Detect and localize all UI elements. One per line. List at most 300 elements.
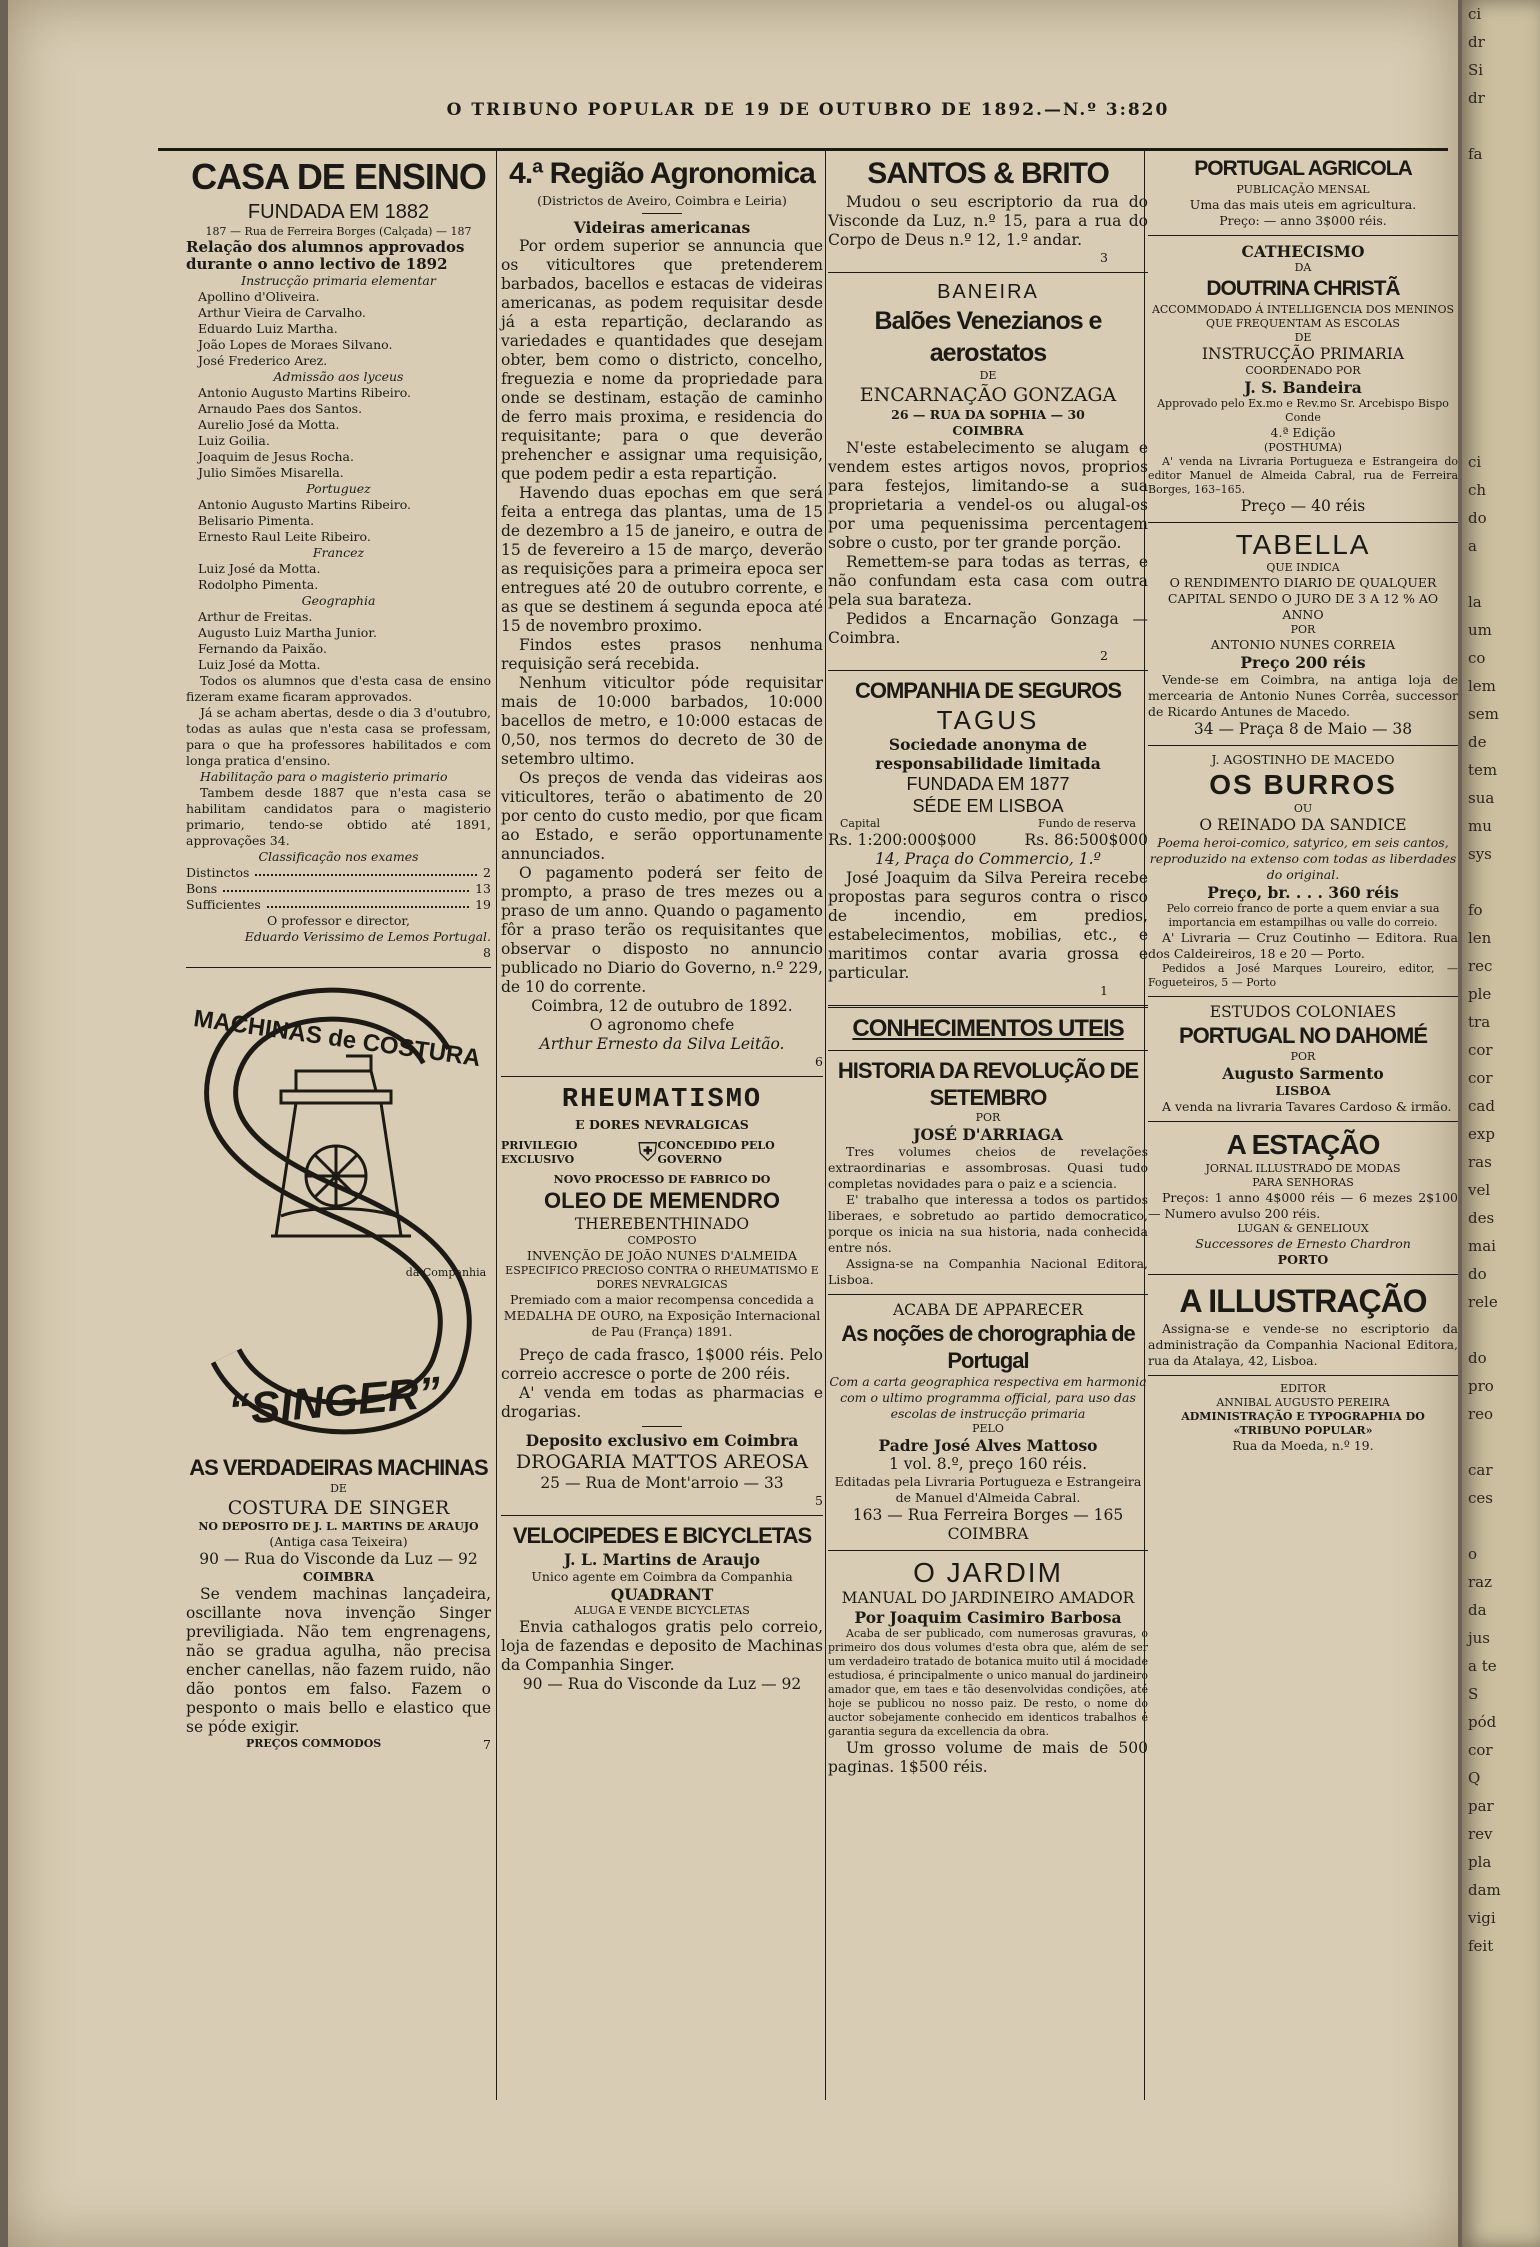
- ad-de: DE: [330, 1482, 347, 1495]
- signer-name: Arthur Ernesto da Silva Leitão.: [539, 1035, 785, 1053]
- ad-succ: Successores de Ernesto Chardron: [1195, 1236, 1411, 1251]
- adjacent-page-fragment: de: [1468, 733, 1487, 751]
- adjacent-page-fragment: par: [1468, 1797, 1494, 1815]
- ad-title: PORTUGAL NO DAHOMÉ: [1178, 1023, 1428, 1048]
- paragraph: Pedidos a Encarnação Gonzaga — Coimbra.: [828, 610, 1148, 647]
- invencao: INVENÇÃO DE JOÃO NUNES D'ALMEIDA: [526, 1248, 798, 1263]
- adjacent-page-fragment: car: [1468, 1461, 1493, 1479]
- ad-address: 90 — Rua do Visconde da Luz — 92: [522, 1675, 802, 1693]
- priv-right: CONCEDIDO PELO GOVERNO: [657, 1139, 775, 1166]
- divider: [501, 1076, 823, 1077]
- adjacent-page-fragment: jus: [1468, 1629, 1491, 1647]
- ad-number: 3: [1100, 250, 1108, 265]
- sub-heading: Habilitação para o magisterio primario: [200, 769, 448, 784]
- ad-title: RHEUMATISMO: [561, 1085, 763, 1115]
- paragraph: Todos os alumnos que d'esta casa de ensino fizeram exame ficaram approvados.: [186, 673, 491, 704]
- paragraph: Pedidos a José Marques Loureiro, editor, — Fogueteiros, 5 — Porto: [1148, 962, 1458, 989]
- paragraph: A' Livraria — Cruz Coutinho — Editora. Rua dos Caldeireiros, 18 e 20 — Porto.: [1148, 930, 1458, 961]
- especifico: ESPECIFICO PRECIOSO CONTRA O RHEUMATISMO E DORES NEVRALGICAS: [505, 1264, 819, 1291]
- ad-pelo: PELO: [972, 1422, 1004, 1435]
- adjacent-page-fragment: [1468, 560, 1540, 588]
- ad-edicao: 4.ª Edição: [1270, 425, 1336, 440]
- ad-title: As noções de chorographia de Portugal: [841, 1321, 1135, 1373]
- ad-preco: Preço, br. . . . 360 réis: [1207, 883, 1399, 902]
- privilege-row: [501, 1139, 823, 1167]
- ad-por: POR: [1290, 623, 1316, 636]
- classification-row: [186, 881, 491, 897]
- list-item: Antonio Augusto Martins Ribeiro.: [198, 385, 411, 400]
- company-name: TAGUS: [936, 705, 1040, 735]
- list-item: Arnaudo Paes dos Santos.: [198, 401, 363, 416]
- paragraph: Assigna-se e vende-se no escriptorio da administração da Companhia Nacional Editora, rua da Atalaya, 42, Lisboa.: [1148, 1321, 1458, 1368]
- date-line: Coimbra, 12 de outubro de 1892.: [531, 997, 793, 1015]
- paragraph: A' venda em todas as pharmacias e drogarias.: [501, 1384, 823, 1421]
- ad-author: Por Joaquim Casimiro Barbosa: [854, 1608, 1122, 1627]
- ad-brand-text: “SINGER”: [226, 1367, 443, 1436]
- list-item: Julio Simões Misarella.: [198, 465, 344, 480]
- column-rule-1: [496, 150, 497, 2100]
- director-name: Eduardo Verissimo de Lemos Portugal.: [244, 929, 491, 944]
- ad-title: HISTORIA DA REVOLUÇÃO DE SETEMBRO: [837, 1058, 1139, 1110]
- divider: [1148, 1375, 1458, 1376]
- ad-dahome: [1148, 1003, 1458, 1115]
- adjacent-page-fragment: a te: [1468, 1657, 1497, 1675]
- adjacent-page-fragment: rev: [1468, 1825, 1493, 1843]
- ad-desc: Com a carta geographica respectiva em harmonia com o ultimo programma official, para uso das escolas de instrucção primaria: [829, 1374, 1147, 1421]
- adjacent-page-fragment: [1468, 308, 1540, 336]
- ad-deposit: NO DEPOSITO DE J. L. MARTINS DE ARAUJO: [198, 1520, 479, 1533]
- list-item: Fernando da Paixão.: [198, 641, 327, 656]
- adjacent-page-fragment: lem: [1468, 677, 1496, 695]
- sub-heading: Classificação nos exames: [258, 849, 419, 864]
- coat-of-arms-icon: ⛨: [638, 1137, 658, 1168]
- adjacent-page-fragment: vel: [1468, 1181, 1491, 1199]
- adjacent-page-fragment: [1468, 280, 1540, 308]
- section-heading: Relação dos alumnos approvados durante o anno lectivo de 1892: [186, 238, 465, 273]
- divider: [828, 1050, 1148, 1051]
- adjacent-page-fragment: S: [1468, 1685, 1479, 1703]
- list-item: Luiz José da Motta.: [198, 657, 321, 672]
- capital-value: Rs. 1:200:000$000: [828, 831, 977, 849]
- ad-vol: 1 vol. 8.º, preço 160 réis.: [889, 1455, 1087, 1473]
- ad-number: 1: [1100, 983, 1108, 998]
- adjacent-page-fragment: ces: [1468, 1489, 1493, 1507]
- adjacent-page-fragment: do: [1468, 509, 1487, 527]
- adjacent-page-fragment: dr: [1468, 33, 1485, 51]
- divider: [828, 1294, 1148, 1295]
- list-item: Belisario Pimenta.: [198, 513, 315, 528]
- list-item: João Lopes de Moraes Silvano.: [198, 337, 393, 352]
- paragraph: A venda na livraria Tavares Cardoso & irmão.: [1162, 1099, 1452, 1114]
- paragraph: Havendo duas epochas em que será feita a entrega das plantas, uma de 15 de dezembro a 15 de janeiro, e outra de 15 de fevereiro a 15 de março, deverão as requisições para a primeira epoca ser entregues até 20 de outubro corrente, e as que se destinem á segunda epoca até 15 de novembro proximo.: [501, 484, 823, 635]
- adjacent-page-fragment: sua: [1468, 789, 1495, 807]
- class-value: 2: [483, 865, 491, 880]
- ad-top: ESTUDOS COLONIAES: [1209, 1003, 1397, 1021]
- ad-rheumatismo: [501, 1083, 823, 1509]
- processo: NOVO PROCESSO DE FABRICO DO: [553, 1173, 771, 1186]
- paragraph: Preço de cada frasco, 1$000 réis. Pelo correio accresce o porte de 200 réis.: [501, 1346, 823, 1383]
- paragraph: Os preços de venda das videiras aos viticultores, terão o abatimento de 20 por cento do custo medio, por que ficam ao Estado, e serão opportunamente annunciados.: [501, 769, 823, 863]
- ad-top: ACABA DE APPARECER: [892, 1301, 1084, 1319]
- adjacent-page-fragment: Si: [1468, 61, 1484, 79]
- list-item: Joaquim de Jesus Rocha.: [198, 449, 354, 464]
- paragraph: A' venda na Livraria Portugueza e Estrangeira do editor Manuel de Almeida Cabral, rua de Ferreira Borges, 163–165.: [1148, 455, 1458, 496]
- ad-title: COMPANHIA DE SEGUROS: [854, 678, 1122, 703]
- adjacent-page-fragment: [1468, 168, 1540, 196]
- paragraph: Nenhum viticultor póde requisitar mais de 10:000 barbados, 10:000 bacellos de metro, e 10:000 estacas de 0,50, nos termos do decreto de 30 de setembro ultimo.: [501, 674, 823, 768]
- ad-tabella: [1148, 529, 1458, 739]
- ad-title: CATHECISMO: [1241, 242, 1365, 261]
- ad-tagus: [828, 677, 1148, 999]
- paragraph: Remettem-se para todas as terras, e não confundam esta casa com outra pela sua barateza.: [828, 553, 1148, 609]
- divider: [1148, 996, 1458, 997]
- ad-accom: ACCOMMODADO Á INTELLIGENCIA DOS MENINOS QUE FREQUENTAM AS ESCOLAS: [1151, 303, 1455, 330]
- ad-preco: Preço: — anno 3$000 réis.: [1219, 213, 1387, 228]
- adjacent-page-fragment: da: [1468, 1601, 1487, 1619]
- section-title: CONHECIMENTOS UTEIS: [852, 1015, 1124, 1042]
- paragraph: N'este estabelecimento se alugam e vendem estes artigos novos, proprios para festejos, limitando-se a sua proprietaria a vendel-os ou alugal-os por uma pequenissima percentagem sobre o custo, por ter grande porção.: [828, 439, 1148, 552]
- ad-author: Padre José Alves Mattoso: [878, 1436, 1098, 1455]
- adjacent-page-fragment: ci: [1468, 453, 1482, 471]
- ad-subtitle: MANUAL DO JARDINEIRO AMADOR: [841, 1589, 1135, 1607]
- ad-city: PORTO: [1277, 1252, 1329, 1267]
- paragraph: Acaba de ser publicado, com numerosas gravuras, o primeiro dos dous volumes d'esta obra que, além de ser um verdadeiro tratado de botanica muito util á mocidade estudiosa, é principalmente o unico manual do jardineiro amador que, em taes e tão desenvolvidas condições, até hoje se publicou no nosso paiz. De resto, o nome do auctor sobejamente conhecido em identicos trabalhos é garantia segura da excellencia da obra.: [828, 1627, 1148, 1738]
- sub-heading: Geographia: [301, 593, 376, 608]
- ad-footer: [186, 1737, 491, 1753]
- ad-historia: [828, 1057, 1148, 1288]
- ad-de: DE: [1294, 331, 1312, 344]
- ad-title: TABELLA: [1235, 529, 1371, 560]
- adjacent-page-fragment: [1468, 420, 1540, 448]
- adjacent-page-fragment: sys: [1468, 845, 1492, 863]
- ad-number: 6: [815, 1054, 823, 1069]
- list-item: Luiz Goilia.: [198, 433, 270, 448]
- adjacent-page-fragment: [1468, 868, 1540, 896]
- list-item: Arthur Vieira de Carvalho.: [198, 305, 366, 320]
- paragraph: E' trabalho que interessa a todos os partidos liberaes, e sobretudo ao partido democratico, porque os inicia na sua historia, nada conhecida entre nós.: [828, 1192, 1148, 1255]
- ad-author: ANTONIO NUNES CORREIA: [1210, 637, 1396, 652]
- ad-number: 5: [815, 1493, 823, 1508]
- ad-baloes: [828, 279, 1148, 664]
- adjacent-page-fragment: la: [1468, 593, 1482, 611]
- ad-title: CASA DE ENSINO: [191, 156, 486, 197]
- adjacent-page-fragment: [1468, 336, 1540, 364]
- adjacent-page-fragment: [1468, 224, 1540, 252]
- ad-title: A ESTAÇÃO: [1226, 1129, 1380, 1160]
- paragraph: Já se acham abertas, desde o dia 3 d'outubro, todas as aulas que n'esta casa se professam, para o que ha professores habilitados e com longa pratica d'ensino.: [186, 705, 491, 768]
- adjacent-page-fragment: co: [1468, 649, 1486, 667]
- adjacent-page-fragment: pla: [1468, 1853, 1492, 1871]
- ad-title-2: DOUTRINA CHRISTÃ: [1206, 277, 1400, 300]
- ad-burros: [1148, 752, 1458, 990]
- adjacent-page-edge: [1462, 0, 1540, 2247]
- ad-title: SANTOS & BRITO: [867, 157, 1109, 190]
- list-item: Augusto Luiz Martha Junior.: [198, 625, 377, 640]
- ad-number: 8: [483, 945, 491, 960]
- class-label: Distinctos: [186, 865, 250, 880]
- ad-top: BANEIRA: [937, 281, 1039, 303]
- ad-desc: Poema heroi-comico, satyrico, em seis cantos, reproduzido na extenso com todas as liberdades do original.: [1149, 835, 1457, 882]
- ad-subtitle: COSTURA DE SINGER: [227, 1497, 450, 1519]
- class-value: 13: [475, 881, 491, 896]
- student-list-portuguez: [186, 497, 491, 545]
- newspaper-page: [8, 0, 1458, 2247]
- adjacent-page-fragment: Q: [1468, 1769, 1481, 1787]
- ad-title-3: INSTRUCÇÃO PRIMARIA: [1201, 345, 1405, 363]
- running-head: O TRIBUNO POPULAR DE 19 DE OUTUBRO DE 1892.—N.º 3:820: [446, 100, 1170, 120]
- composto: COMPOSTO: [627, 1234, 697, 1247]
- ad-preco: Preço — 40 réis: [1240, 497, 1366, 515]
- student-list-primaria: [186, 289, 491, 369]
- list-item: José Frederico Arez.: [198, 353, 328, 368]
- ad-top-text: MACHINAS de COSTURA: [191, 1005, 483, 1073]
- singer-emblem: [186, 976, 491, 1446]
- column-2: [501, 155, 823, 1694]
- ad-number: 7: [483, 1737, 491, 1752]
- sub-heading: Admissão aos lyceus: [273, 369, 404, 384]
- column-4: [1148, 155, 1458, 1454]
- ad-city: COIMBRA: [947, 1525, 1029, 1543]
- ad-title: A ILLUSTRAÇÃO: [1179, 1283, 1427, 1319]
- ad-city: COIMBRA: [952, 423, 1024, 438]
- paragraph: Findos estes prasos nenhuma requisição será recebida.: [501, 636, 823, 673]
- adjacent-page-fragment: [1468, 112, 1540, 140]
- ad-precos: PREÇOS COMMODOS: [246, 1737, 382, 1750]
- paragraph: Mudou o seu escriptorio da rua do Visconde da Luz, n.º 15, para a rua do Corpo de Deus n.º 12, 1.º andar.: [828, 193, 1148, 249]
- student-list-lyceus: [186, 385, 491, 481]
- adjacent-page-fragment: tem: [1468, 761, 1498, 779]
- adjacent-page-fragment: cor: [1468, 1041, 1493, 1059]
- divider: [186, 967, 491, 968]
- paragraph: Um grosso volume de mais de 500 paginas. 1$500 réis.: [828, 1739, 1148, 1776]
- paragraph: José Joaquim da Silva Pereira recebe propostas para seguros contra o risco de incendio, em predios, estabelecimentos, mobilias, etc., e maritimos contar avaria grossa e particular.: [828, 869, 1148, 982]
- adjacent-page-fragment: ch: [1468, 481, 1487, 499]
- ad-que: QUE INDICA: [1266, 561, 1340, 574]
- list-item: Rodolpho Pimenta.: [198, 577, 319, 592]
- paragraph: Preços: 1 anno 4$000 réis — 6 mezes 2$100 — Numero avulso 200 réis.: [1148, 1190, 1458, 1221]
- adjacent-page-fragment: reo: [1468, 1405, 1494, 1423]
- ad-city: COIMBRA: [302, 1569, 375, 1584]
- ad-title: O JARDIM: [913, 1557, 1063, 1588]
- divider: [1148, 1274, 1458, 1275]
- adjacent-page-fragment: pro: [1468, 1377, 1494, 1395]
- address: 187 — Rua de Ferreira Borges (Calçada) — 187: [205, 225, 472, 238]
- sede: SÉDE EM LISBOA: [912, 796, 1064, 816]
- short-rule: [642, 1426, 682, 1427]
- divider: [1148, 1121, 1458, 1122]
- adjacent-page-fragment: cor: [1468, 1069, 1493, 1087]
- imprint: [1148, 1382, 1458, 1454]
- ad-small-text: da Companhia: [405, 1266, 487, 1279]
- ad-title: AS VERDADEIRAS MACHINAS: [189, 1455, 488, 1480]
- ad-author: J. S. Bandeira: [1244, 378, 1362, 397]
- adjacent-page-fragment: [1468, 1428, 1540, 1456]
- divider: [1148, 745, 1458, 746]
- brand: QUADRANT: [610, 1585, 714, 1604]
- adjacent-page-fragment: ci: [1468, 5, 1482, 23]
- paragraph: Assigna-se na Companhia Nacional Editora, Lisboa.: [828, 1256, 1148, 1287]
- adjacent-page-fragment: [1468, 252, 1540, 280]
- capital-labels: [828, 817, 1148, 831]
- product-sub: THEREBENTHINADO: [574, 1215, 750, 1233]
- divider: [828, 1005, 1148, 1008]
- class-label: Sufficientes: [186, 897, 261, 912]
- paragraph: Vende-se em Coimbra, na antiga loja de mercearia de Antonio Nunes Corrêa, successor de Ricardo Antunes de Macedo.: [1148, 672, 1458, 719]
- list-item: Ernesto Raul Leite Ribeiro.: [198, 529, 371, 544]
- adjacent-page-fragment: rele: [1468, 1293, 1498, 1311]
- adjacent-page-fragment: cor: [1468, 1741, 1493, 1759]
- adjacent-page-fragment: mai: [1468, 1237, 1496, 1255]
- owner: J. L. Martins de Araujo: [564, 1550, 760, 1569]
- ad-coord: COORDENADO POR: [1245, 364, 1361, 377]
- adjacent-page-fragment: len: [1468, 929, 1492, 947]
- ad-illustracao: [1148, 1281, 1458, 1369]
- divider: [1148, 235, 1458, 236]
- ad-desc: O RENDIMENTO DIARIO DE QUALQUER CAPITAL SENDO O JURO DE 3 A 12 % AO ANNO: [1167, 575, 1439, 622]
- ad-portugal-agricola: [1148, 155, 1458, 229]
- ad-correio: Pelo correio franco de porte a quem enviar a sua importancia em estampilhas ou valle do correio.: [1166, 902, 1440, 929]
- ad-author: Augusto Sarmento: [1222, 1064, 1384, 1083]
- reserva-label: Fundo de reserva: [1038, 817, 1136, 830]
- adjacent-page-fragment: o: [1468, 1545, 1478, 1563]
- ad-title: OS BURROS: [1209, 769, 1397, 800]
- ad-preco: Preço 200 réis: [1240, 653, 1366, 672]
- list-item: Apollino d'Oliveira.: [198, 289, 320, 304]
- signer-role: O agronomo chefe: [589, 1016, 735, 1034]
- adjacent-page-fragment: sem: [1468, 705, 1499, 723]
- capital-label: Capital: [840, 817, 881, 830]
- ad-address: 90 — Rua do Visconde da Luz — 92: [199, 1550, 478, 1568]
- ad-title: PORTUGAL AGRICOLA: [1194, 157, 1412, 180]
- drogaria: DROGARIA MATTOS AREOSA: [515, 1451, 809, 1473]
- adjacent-page-fragment: [1468, 364, 1540, 392]
- aluga: ALUGA E VENDE BICYCLETAS: [574, 1604, 750, 1617]
- founded: FUNDADA EM 1882: [247, 201, 430, 223]
- list-item: Eduardo Luiz Martha.: [198, 321, 338, 336]
- divider: [828, 272, 1148, 273]
- student-list-francez: [186, 561, 491, 593]
- ad-sub2: PARA SENHORAS: [1252, 1176, 1354, 1189]
- divider: [828, 1550, 1148, 1551]
- agent: Unico agente em Coimbra da Companhia: [531, 1569, 793, 1584]
- column-1: [186, 155, 491, 1753]
- paragraph: Uma das mais uteis em agricultura.: [1189, 197, 1417, 212]
- adjacent-page-fragment: rec: [1468, 957, 1493, 975]
- adjacent-page-fragment: ple: [1468, 985, 1492, 1003]
- admin: ADMINISTRAÇÃO E TYPOGRAPHIA DO «TRIBUNO POPULAR»: [1181, 1410, 1425, 1437]
- adjacent-page-fragment: dam: [1468, 1881, 1501, 1899]
- ad-author: JOSÉ D'ARRIAGA: [913, 1125, 1063, 1144]
- adjacent-page-fragment: fo: [1468, 901, 1483, 919]
- ad-author: J. AGOSTINHO DE MACEDO: [1211, 752, 1395, 767]
- class-label: Bons: [186, 881, 218, 896]
- adjacent-page-fragment: fa: [1468, 145, 1483, 163]
- ad-casa-de-ensino: [186, 155, 491, 961]
- top-rule: [158, 148, 1448, 151]
- divider: [501, 1515, 823, 1516]
- adjacent-page-fragment: a: [1468, 537, 1477, 555]
- paragraph: O pagamento poderá ser feito de prompto, a praso de tres mezes ou a praso de um anno. Quando o pagamento fôr a praso terão os requisitantes que observar o disposto no annuncio publicado no Diario do Governo, n.º 229, de 10 do corrente.: [501, 864, 823, 996]
- product-name: OLEO DE MEMENDRO: [544, 1188, 780, 1213]
- ad-ou: OU: [1293, 802, 1313, 815]
- ad-pub: LUGAN & GENELIOUX: [1237, 1222, 1369, 1235]
- adjacent-page-fragment: raz: [1468, 1573, 1493, 1591]
- ad-title: VELOCIPEDES E BICYCLETAS: [512, 1523, 812, 1548]
- paragraph: Tambem desde 1887 que n'esta casa se habilitam candidatos para o magisterio primario, tendo-se obtido até 1891, approvações 34.: [186, 785, 491, 848]
- column-3: [828, 155, 1148, 1777]
- paragraph: Se vendem machinas lançadeira, oscillante nova invenção Singer previligiada. Não tem engrenagens, não se gradua agulha, não precisa encher canellas, não fazem ruido, não dão pontos em falso. Fazem o pesponto o mais bello e elastico que se póde exigir.: [186, 1585, 491, 1736]
- classification-table: [186, 865, 491, 913]
- reserva-value: Rs. 86:500$000: [1024, 831, 1148, 849]
- ad-address: 34 — Praça 8 de Maio — 38: [1193, 720, 1413, 738]
- ad-pub: PUBLICAÇÃO MENSAL: [1236, 183, 1370, 196]
- adjacent-page-fragment: [1468, 1512, 1540, 1540]
- divider: [828, 670, 1148, 671]
- adjacent-page-fragment: do: [1468, 1265, 1487, 1283]
- ad-cathecismo: [1148, 242, 1458, 516]
- ad-name: ENCARNAÇÃO GONZAGA: [859, 384, 1117, 406]
- districts: (Districtos de Aveiro, Coimbra e Leiria): [537, 193, 787, 208]
- adjacent-page-fragment: vigi: [1468, 1909, 1496, 1927]
- column-rule-2: [825, 150, 826, 2100]
- ad-por: POR: [1290, 1050, 1316, 1063]
- ad-address: 163 — Rua Ferreira Borges — 165: [852, 1506, 1124, 1524]
- ad-address: 25 — Rua de Mont'arroio — 33: [540, 1474, 784, 1492]
- ad-antiga: (Antiga casa Teixeira): [269, 1534, 408, 1549]
- ad-posthuma: (POSTHUMA): [1264, 441, 1342, 454]
- ad-jardim: [828, 1557, 1148, 1777]
- ad-sub1: JORNAL ILLUSTRADO DE MODAS: [1205, 1162, 1401, 1175]
- sub-heading: Portuguez: [306, 481, 371, 496]
- ad-chorographia: [828, 1301, 1148, 1544]
- sub-heading: Instrucção primaria elementar: [241, 273, 436, 288]
- paragraph: Tres volumes cheios de revelações extraordinarias e assombrosas. Quasi tudo completas novidades para o paiz e a sciencia.: [828, 1144, 1148, 1191]
- adjacent-page-fragment: [1468, 392, 1540, 420]
- capital-values: [828, 831, 1148, 850]
- editor-label: EDITOR: [1280, 1382, 1326, 1395]
- adjacent-page-fragment: do: [1468, 1349, 1487, 1367]
- list-item: Arthur de Freitas.: [198, 609, 313, 624]
- ad-title: 4.ª Região Agronomica: [509, 157, 815, 190]
- adjacent-page-fragment: mu: [1468, 817, 1492, 835]
- classification-row: [186, 897, 491, 913]
- sub-title: Videiras americanas: [573, 218, 751, 237]
- adjacent-page-fragment: feit: [1468, 1937, 1494, 1955]
- ad-subtitle: E DORES NEVRALGICAS: [575, 1117, 749, 1132]
- imprint-address: Rua da Moeda, n.º 19.: [1232, 1438, 1374, 1453]
- company-type: Sociedade anonyma de responsabilidade limitada: [875, 735, 1101, 773]
- ad-address: 14, Praça do Commercio, 1.º: [875, 850, 1101, 868]
- singer-illustration: [186, 976, 491, 1446]
- ad-editadas: Editadas pela Livraria Portugueza e Estrangeira de Manuel d'Almeida Cabral.: [834, 1474, 1142, 1505]
- short-rule: [642, 213, 682, 214]
- ad-title: Balões Venezianos e aerostatos: [874, 307, 1102, 367]
- adjacent-page-fragment: pód: [1468, 1713, 1497, 1731]
- deposito: Deposito exclusivo em Coimbra: [525, 1431, 799, 1450]
- classification-row: [186, 865, 491, 881]
- ad-de: DE: [979, 369, 997, 382]
- ad-santos-brito: [828, 155, 1148, 266]
- ad-city: LISBOA: [1275, 1083, 1331, 1098]
- adjacent-page-fragment: tra: [1468, 1013, 1491, 1031]
- list-item: Antonio Augusto Martins Ribeiro.: [198, 497, 411, 512]
- adjacent-page-fragment: [1468, 196, 1540, 224]
- class-value: 19: [475, 897, 491, 912]
- student-list-geographia: [186, 609, 491, 673]
- paragraph: Por ordem superior se annuncia que os viticultores que pretenderem barbados, bacellos e estacas de videiras americanas, as podem requisitar desde já a esta repartição, declarando as variedades e quantidades que desejam obter, bem como o districto, concelho, freguezia e nome da propriedade para onde se destinam, estação de caminho de ferro mais proxima, e residencia do requisitante; para o que deverão prehencher e assignar uma requisição, que podem pedir a esta repartição.: [501, 237, 823, 483]
- adjacent-page-fragment: exp: [1468, 1125, 1495, 1143]
- divider: [1148, 522, 1458, 523]
